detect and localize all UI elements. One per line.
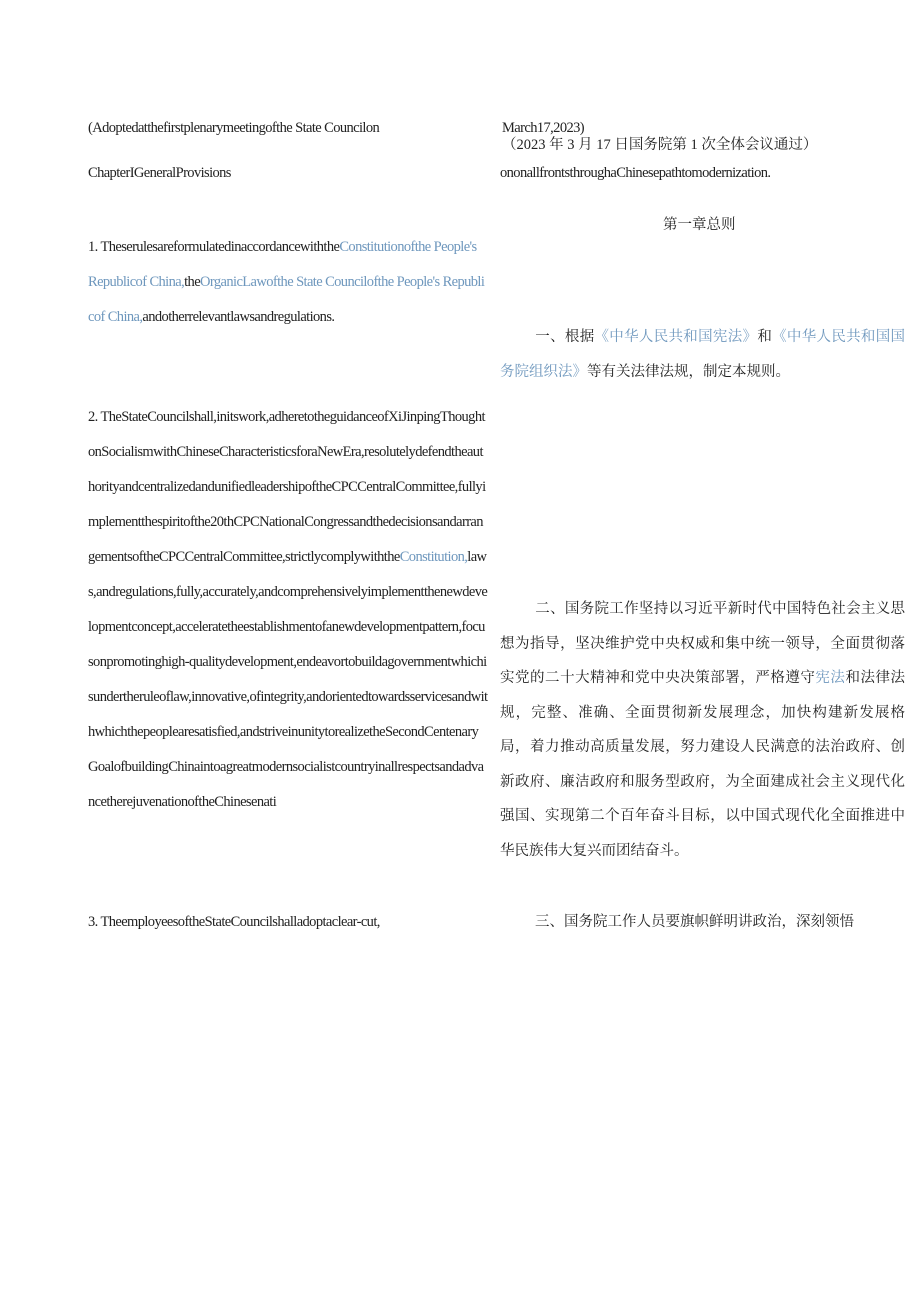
- adopted-note-en: (Adoptedatthefirstplenarymeetingofthe State Councilon: [88, 120, 380, 136]
- organic-law-link[interactable]: OrganicLawofthe State Councilofthe People's Republicof China,: [88, 274, 485, 325]
- article-text: 二、国务院工作坚持以习近平新时代中国特色社会主义思想为指导，坚决维护党中央权威和集中统一领导，全面贯彻落实党的二十大精神和党中央决策部署，严格遵守: [500, 601, 905, 686]
- chapter-title-cn: 第一章总则: [663, 217, 736, 233]
- article-1-en: [88, 230, 488, 370]
- article-2-en: [88, 400, 488, 890]
- article-text: Theserulesareformulatedinaccordancewiththe: [100, 239, 340, 255]
- constitution-link[interactable]: Constitutionofthe People's Republicof China,: [88, 239, 477, 290]
- article-text: 和法律法规，完整、准确、全面贯彻新发展理念，加快构建新发展格局，着力推动高质量发展，努力建设人民满意的法治政府、创新政府、廉洁政府和服务型政府，为全面建成社会主义现代化强国、实现第二个百年奋斗目标，以中国式现代化全面推进中华民族伟大复兴而团结奋斗。: [500, 670, 906, 859]
- organic-law-link[interactable]: 《中华人民共和国国务院组织法》: [500, 329, 906, 380]
- adopted-date-en: March17,2023): [502, 120, 584, 136]
- continuation-text-en: ononallfrontsthroughaChinesepathtomodernization.: [500, 165, 771, 181]
- article-3-cn: [500, 905, 905, 940]
- article-number: 3.: [88, 914, 98, 930]
- constitution-link[interactable]: 宪法: [815, 670, 846, 686]
- article-text: TheemployeesoftheStateCouncilshalladoptaclear-cut,: [100, 914, 380, 930]
- article-text: andotherrelevantlawsandregulations.: [142, 309, 335, 325]
- article-2-cn: [500, 592, 905, 868]
- article-text: 和: [757, 329, 773, 345]
- article-number: 2.: [88, 409, 98, 425]
- article-text: 三、国务院工作人员要旗帜鲜明讲政治，深刻领悟: [535, 914, 854, 930]
- article-text: 一、根据: [535, 329, 595, 345]
- article-text: 等有关法律法规，制定本规则。: [587, 363, 790, 380]
- article-3-en: [88, 905, 488, 940]
- adopted-note-cn: （2023 年 3 月 17 日国务院第 1 次全体会议通过）: [502, 137, 818, 153]
- article-text: laws,andregulations,fully,accurately,andcomprehensivelyimplementthenewdevelopmentconcept,acceleratetheestablishmentofanewdevelopmentpattern,focusonpromotinghigh-qualitydevelopment,endeavortobuildagovernmentwhichisundertheruleoflaw,innovative,ofintegrity,andorientedtowardsservicesandwithwhichthepeoplearesatisfied,andstriveinunitytorealizetheSecondCentenaryGoalofbuildingChinaintoagreatmodernsocialistcountryinallrespectsandadvancetherejuvenationoftheChinesenati: [88, 549, 488, 810]
- article-1-cn: [500, 320, 905, 389]
- chapter-title-en: ChapterIGeneralProvisions: [88, 165, 231, 181]
- constitution-link[interactable]: Constitution,: [399, 549, 468, 565]
- article-number: 1.: [88, 239, 98, 255]
- constitution-link[interactable]: 《中华人民共和国宪法》: [594, 329, 758, 345]
- article-text: the: [184, 274, 201, 290]
- article-text: TheStateCouncilshall,initswork,adheretotheguidanceofXiJinpingThoughtonSocialismwithChineseCharacteristicsforaNewEra,resolutelydefendtheauthorityandcentralizedandunifiedleadershipoftheCPCCentralCommittee,fullyimplementthespiritofthe20thCPCNationalCongressandthedecisionsandarrangementsoftheCPCCentralCommittee,strictlycomplywiththe: [88, 409, 486, 565]
